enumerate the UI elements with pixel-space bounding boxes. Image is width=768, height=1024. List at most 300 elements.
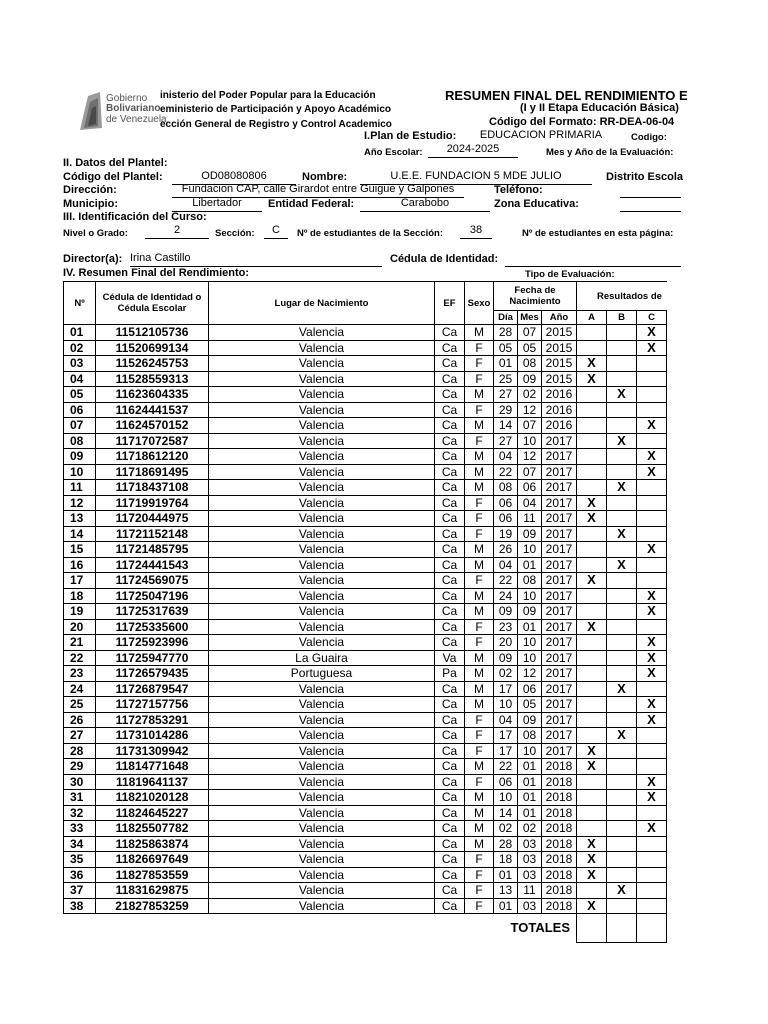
page-students-label: Nº de estudiantes en esta página: <box>522 228 674 239</box>
row-result-a: X <box>577 511 607 527</box>
row-result-a <box>577 464 607 480</box>
table-row <box>64 542 667 558</box>
row-number: 20 <box>64 619 96 635</box>
resumen-section-title: IV. Resumen Final del Rendimiento: <box>63 267 250 279</box>
row-birthplace: Valencia <box>209 619 435 635</box>
row-result-a <box>577 402 607 418</box>
page-subtitle: (I y II Etapa Educación Básica) <box>520 102 679 114</box>
row-year: 2018 <box>542 805 577 821</box>
row-month: 12 <box>518 449 542 465</box>
row-month: 10 <box>518 743 542 759</box>
row-sex: F <box>465 402 494 418</box>
row-result-c <box>637 836 667 852</box>
row-sex: M <box>465 557 494 573</box>
ministry-line-1: inisterio del Poder Popular para la Educación <box>160 90 376 101</box>
students-label: Nº de estudiantes de la Sección: <box>297 228 444 239</box>
row-ef: Ca <box>435 774 465 790</box>
row-birthplace: Valencia <box>209 883 435 899</box>
table-row <box>64 666 667 682</box>
row-birthplace: Valencia <box>209 805 435 821</box>
row-result-b <box>607 495 637 511</box>
table-row <box>64 573 667 589</box>
row-result-a <box>577 526 607 542</box>
row-result-c: X <box>637 821 667 837</box>
row-sex: F <box>465 526 494 542</box>
row-day: 14 <box>494 805 518 821</box>
row-month: 01 <box>518 774 542 790</box>
header-birthplace: Lugar de Nacimiento <box>209 282 435 325</box>
row-birthplace: Valencia <box>209 728 435 744</box>
row-result-b <box>607 325 637 341</box>
row-day: 04 <box>494 557 518 573</box>
row-result-b <box>607 371 637 387</box>
row-month: 07 <box>518 325 542 341</box>
row-day: 23 <box>494 619 518 635</box>
row-result-a: X <box>577 356 607 372</box>
row-number: 22 <box>64 650 96 666</box>
row-result-a: X <box>577 852 607 868</box>
row-day: 18 <box>494 852 518 868</box>
row-result-c <box>637 356 667 372</box>
row-day: 17 <box>494 681 518 697</box>
row-id: 11726879547 <box>96 681 209 697</box>
row-month: 03 <box>518 867 542 883</box>
row-birthplace: Valencia <box>209 542 435 558</box>
row-year: 2018 <box>542 852 577 868</box>
row-birthplace: Valencia <box>209 340 435 356</box>
row-sex: M <box>465 681 494 697</box>
row-id: 11718612120 <box>96 449 209 465</box>
row-birthplace: Valencia <box>209 697 435 713</box>
row-day: 20 <box>494 635 518 651</box>
row-id: 11725317639 <box>96 604 209 620</box>
row-month: 12 <box>518 666 542 682</box>
row-month: 10 <box>518 635 542 651</box>
row-birthplace: Valencia <box>209 790 435 806</box>
row-result-c: X <box>637 464 667 480</box>
row-result-a <box>577 418 607 434</box>
row-day: 28 <box>494 325 518 341</box>
table-row <box>64 511 667 527</box>
row-birthplace: Valencia <box>209 821 435 837</box>
row-id: 11727853291 <box>96 712 209 728</box>
table-row <box>64 557 667 573</box>
row-year: 2018 <box>542 836 577 852</box>
row-id: 11725335600 <box>96 619 209 635</box>
row-result-b <box>607 340 637 356</box>
row-id: 11725047196 <box>96 588 209 604</box>
row-birthplace: Valencia <box>209 898 435 914</box>
row-month: 06 <box>518 681 542 697</box>
row-number: 11 <box>64 480 96 496</box>
row-result-c: X <box>637 635 667 651</box>
row-result-b <box>607 511 637 527</box>
row-month: 10 <box>518 433 542 449</box>
row-sex: F <box>465 635 494 651</box>
row-month: 11 <box>518 511 542 527</box>
header-id-line2: Cédula Escolar <box>117 303 187 314</box>
row-number: 29 <box>64 759 96 775</box>
row-ef: Ca <box>435 867 465 883</box>
state-label: Entidad Federal: <box>268 198 355 210</box>
table-row <box>64 325 667 341</box>
row-result-b <box>607 449 637 465</box>
row-month: 03 <box>518 852 542 868</box>
table-row <box>64 418 667 434</box>
grade-label: Nivel o Grado: <box>63 228 128 239</box>
table-row <box>64 340 667 356</box>
row-ef: Ca <box>435 418 465 434</box>
row-result-b <box>607 852 637 868</box>
row-day: 13 <box>494 883 518 899</box>
row-month: 07 <box>518 418 542 434</box>
row-month: 08 <box>518 356 542 372</box>
row-day: 09 <box>494 604 518 620</box>
table-row <box>64 774 667 790</box>
school-year-value: 2024-2025 <box>428 143 518 158</box>
row-month: 11 <box>518 883 542 899</box>
row-sex: M <box>465 542 494 558</box>
row-result-b: X <box>607 557 637 573</box>
row-result-b <box>607 573 637 589</box>
row-result-a <box>577 712 607 728</box>
row-birthplace: La Guaira <box>209 650 435 666</box>
row-result-a: X <box>577 836 607 852</box>
row-result-b <box>607 635 637 651</box>
row-day: 22 <box>494 759 518 775</box>
row-year: 2017 <box>542 542 577 558</box>
row-result-b <box>607 759 637 775</box>
row-number: 33 <box>64 821 96 837</box>
plantel-code-label: Código del Plantel: <box>63 171 163 183</box>
row-year: 2015 <box>542 340 577 356</box>
row-month: 06 <box>518 480 542 496</box>
table-row <box>64 387 667 403</box>
row-sex: F <box>465 728 494 744</box>
plantel-name-value: U.E.E. FUNDACION 5 MDE JULIO <box>360 170 592 185</box>
row-number: 32 <box>64 805 96 821</box>
row-sex: M <box>465 666 494 682</box>
row-year: 2017 <box>542 480 577 496</box>
row-result-b <box>607 666 637 682</box>
row-month: 09 <box>518 604 542 620</box>
row-sex: F <box>465 867 494 883</box>
row-result-a <box>577 433 607 449</box>
row-result-c <box>637 557 667 573</box>
row-sex: F <box>465 356 494 372</box>
row-id: 11725923996 <box>96 635 209 651</box>
table-row <box>64 821 667 837</box>
row-year: 2018 <box>542 759 577 775</box>
row-birthplace: Valencia <box>209 712 435 728</box>
row-sex: F <box>465 511 494 527</box>
row-day: 10 <box>494 790 518 806</box>
row-ef: Ca <box>435 402 465 418</box>
row-year: 2017 <box>542 635 577 651</box>
row-result-b <box>607 604 637 620</box>
row-year: 2015 <box>542 356 577 372</box>
row-result-c <box>637 759 667 775</box>
row-day: 08 <box>494 480 518 496</box>
row-result-b <box>607 588 637 604</box>
row-birthplace: Valencia <box>209 371 435 387</box>
row-result-b: X <box>607 883 637 899</box>
row-number: 24 <box>64 681 96 697</box>
phone-label: Teléfono: <box>494 184 543 196</box>
row-sex: F <box>465 774 494 790</box>
row-sex: M <box>465 697 494 713</box>
row-ef: Ca <box>435 898 465 914</box>
row-id: 11526245753 <box>96 356 209 372</box>
row-birthplace: Valencia <box>209 449 435 465</box>
row-result-b <box>607 356 637 372</box>
row-day: 01 <box>494 356 518 372</box>
row-number: 04 <box>64 371 96 387</box>
row-ef: Ca <box>435 371 465 387</box>
row-day: 06 <box>494 511 518 527</box>
row-day: 06 <box>494 774 518 790</box>
row-id: 11720444975 <box>96 511 209 527</box>
row-id: 11731014286 <box>96 728 209 744</box>
eval-type-label: Tipo de Evaluación: <box>525 269 615 280</box>
ministry-line-3: ección General de Registro y Control Academico <box>160 119 392 130</box>
table-row <box>64 898 667 914</box>
row-sex: F <box>465 619 494 635</box>
table-row <box>64 356 667 372</box>
table-row <box>64 712 667 728</box>
row-result-b: X <box>607 728 637 744</box>
plantel-section-title: II. Datos del Plantel: <box>63 157 168 169</box>
row-sex: M <box>465 821 494 837</box>
row-number: 16 <box>64 557 96 573</box>
row-ef: Ca <box>435 728 465 744</box>
grade-value: 2 <box>145 224 209 239</box>
row-id: 11623604335 <box>96 387 209 403</box>
header-birthdate <box>494 282 577 311</box>
row-result-a <box>577 728 607 744</box>
row-result-b <box>607 402 637 418</box>
row-id: 11528559313 <box>96 371 209 387</box>
row-id: 11512105736 <box>96 325 209 341</box>
row-month: 09 <box>518 526 542 542</box>
row-sex: M <box>465 836 494 852</box>
table-row <box>64 867 667 883</box>
row-result-b <box>607 743 637 759</box>
ministry-line-2: eministerio de Participación y Apoyo Académico <box>160 104 391 115</box>
row-month: 01 <box>518 557 542 573</box>
row-year: 2016 <box>542 387 577 403</box>
row-day: 05 <box>494 340 518 356</box>
row-year: 2017 <box>542 511 577 527</box>
row-ef: Ca <box>435 340 465 356</box>
row-month: 10 <box>518 650 542 666</box>
row-ef: Ca <box>435 557 465 573</box>
students-table <box>63 281 667 943</box>
row-ef: Ca <box>435 464 465 480</box>
row-year: 2017 <box>542 728 577 744</box>
row-id: 11721485795 <box>96 542 209 558</box>
row-ef: Ca <box>435 883 465 899</box>
row-day: 02 <box>494 666 518 682</box>
row-result-b <box>607 650 637 666</box>
row-result-a <box>577 635 607 651</box>
row-id: 11826697649 <box>96 852 209 868</box>
row-sex: M <box>465 650 494 666</box>
row-number: 18 <box>64 588 96 604</box>
row-id: 11718691495 <box>96 464 209 480</box>
table-row <box>64 852 667 868</box>
row-result-c: X <box>637 542 667 558</box>
row-year: 2017 <box>542 526 577 542</box>
row-number: 37 <box>64 883 96 899</box>
row-id: 11825507782 <box>96 821 209 837</box>
row-result-b: X <box>607 480 637 496</box>
row-sex: F <box>465 371 494 387</box>
plantel-name-label: Nombre: <box>302 171 348 183</box>
phone-value-line <box>620 183 681 198</box>
row-ef: Ca <box>435 387 465 403</box>
row-day: 10 <box>494 697 518 713</box>
header-month: Mes <box>518 311 542 325</box>
row-number: 25 <box>64 697 96 713</box>
row-result-a <box>577 774 607 790</box>
row-result-c <box>637 402 667 418</box>
row-result-a: X <box>577 898 607 914</box>
row-sex: F <box>465 340 494 356</box>
row-id: 11824645227 <box>96 805 209 821</box>
row-birthplace: Valencia <box>209 867 435 883</box>
table-row <box>64 449 667 465</box>
row-birthplace: Valencia <box>209 635 435 651</box>
row-year: 2018 <box>542 867 577 883</box>
row-result-c: X <box>637 712 667 728</box>
row-birthplace: Valencia <box>209 495 435 511</box>
row-result-c: X <box>637 790 667 806</box>
state-value: Carabobo <box>360 197 490 212</box>
section-label: Sección: <box>215 228 255 239</box>
row-id: 11814771648 <box>96 759 209 775</box>
row-day: 25 <box>494 371 518 387</box>
row-number: 21 <box>64 635 96 651</box>
director-id-line <box>505 252 681 267</box>
zone-label: Zona Educativa: <box>494 198 579 210</box>
row-ef: Ca <box>435 635 465 651</box>
row-ef: Ca <box>435 588 465 604</box>
row-result-c: X <box>637 340 667 356</box>
row-number: 08 <box>64 433 96 449</box>
table-row <box>64 588 667 604</box>
header-num: Nº <box>64 282 96 325</box>
row-birthplace: Valencia <box>209 356 435 372</box>
row-result-c <box>637 898 667 914</box>
table-row <box>64 635 667 651</box>
row-result-a: X <box>577 371 607 387</box>
row-result-c <box>637 805 667 821</box>
row-number: 12 <box>64 495 96 511</box>
row-birthplace: Valencia <box>209 759 435 775</box>
row-result-c <box>637 511 667 527</box>
row-day: 14 <box>494 418 518 434</box>
row-year: 2017 <box>542 495 577 511</box>
row-month: 02 <box>518 387 542 403</box>
row-sex: M <box>465 387 494 403</box>
row-result-a <box>577 542 607 558</box>
zone-value-line <box>620 197 681 212</box>
row-number: 28 <box>64 743 96 759</box>
row-year: 2017 <box>542 697 577 713</box>
row-year: 2015 <box>542 325 577 341</box>
row-day: 22 <box>494 573 518 589</box>
header-a: A <box>577 311 607 325</box>
row-result-a <box>577 588 607 604</box>
row-sex: M <box>465 759 494 775</box>
row-day: 27 <box>494 433 518 449</box>
row-month: 09 <box>518 712 542 728</box>
row-sex: M <box>465 480 494 496</box>
row-sex: F <box>465 433 494 449</box>
row-ef: Ca <box>435 852 465 868</box>
students-value: 38 <box>460 224 492 239</box>
row-day: 01 <box>494 898 518 914</box>
row-ef: Ca <box>435 619 465 635</box>
row-ef: Va <box>435 650 465 666</box>
row-result-c <box>637 480 667 496</box>
row-sex: M <box>465 418 494 434</box>
row-result-a <box>577 604 607 620</box>
row-day: 27 <box>494 387 518 403</box>
row-result-c <box>637 495 667 511</box>
row-result-a: X <box>577 867 607 883</box>
header-ef: EF <box>435 282 465 325</box>
row-year: 2017 <box>542 743 577 759</box>
row-number: 05 <box>64 387 96 403</box>
row-birthplace: Valencia <box>209 557 435 573</box>
row-ef: Ca <box>435 542 465 558</box>
row-sex: M <box>465 588 494 604</box>
row-day: 04 <box>494 449 518 465</box>
row-result-a: X <box>577 573 607 589</box>
row-birthplace: Valencia <box>209 836 435 852</box>
row-birthplace: Portuguesa <box>209 666 435 682</box>
table-row <box>64 433 667 449</box>
row-ef: Pa <box>435 666 465 682</box>
header-id <box>96 282 209 325</box>
header-id-line1: Cédula de Identidad o <box>102 292 202 303</box>
row-year: 2018 <box>542 883 577 899</box>
row-id: 11724569075 <box>96 573 209 589</box>
row-day: 06 <box>494 495 518 511</box>
row-number: 15 <box>64 542 96 558</box>
row-number: 02 <box>64 340 96 356</box>
row-result-b: X <box>607 433 637 449</box>
table-row <box>64 743 667 759</box>
row-result-c <box>637 883 667 899</box>
row-ef: Ca <box>435 480 465 496</box>
row-id: 11827853559 <box>96 867 209 883</box>
row-id: 11727157756 <box>96 697 209 713</box>
row-result-c: X <box>637 449 667 465</box>
row-birthplace: Valencia <box>209 387 435 403</box>
table-row <box>64 790 667 806</box>
row-month: 02 <box>518 821 542 837</box>
curso-section-title: III. Identificación del Curso: <box>63 211 207 223</box>
row-month: 01 <box>518 619 542 635</box>
row-result-c: X <box>637 774 667 790</box>
section-value: C <box>264 224 288 239</box>
header-year: Año <box>542 311 577 325</box>
row-id: 11731309942 <box>96 743 209 759</box>
row-birthplace: Valencia <box>209 433 435 449</box>
